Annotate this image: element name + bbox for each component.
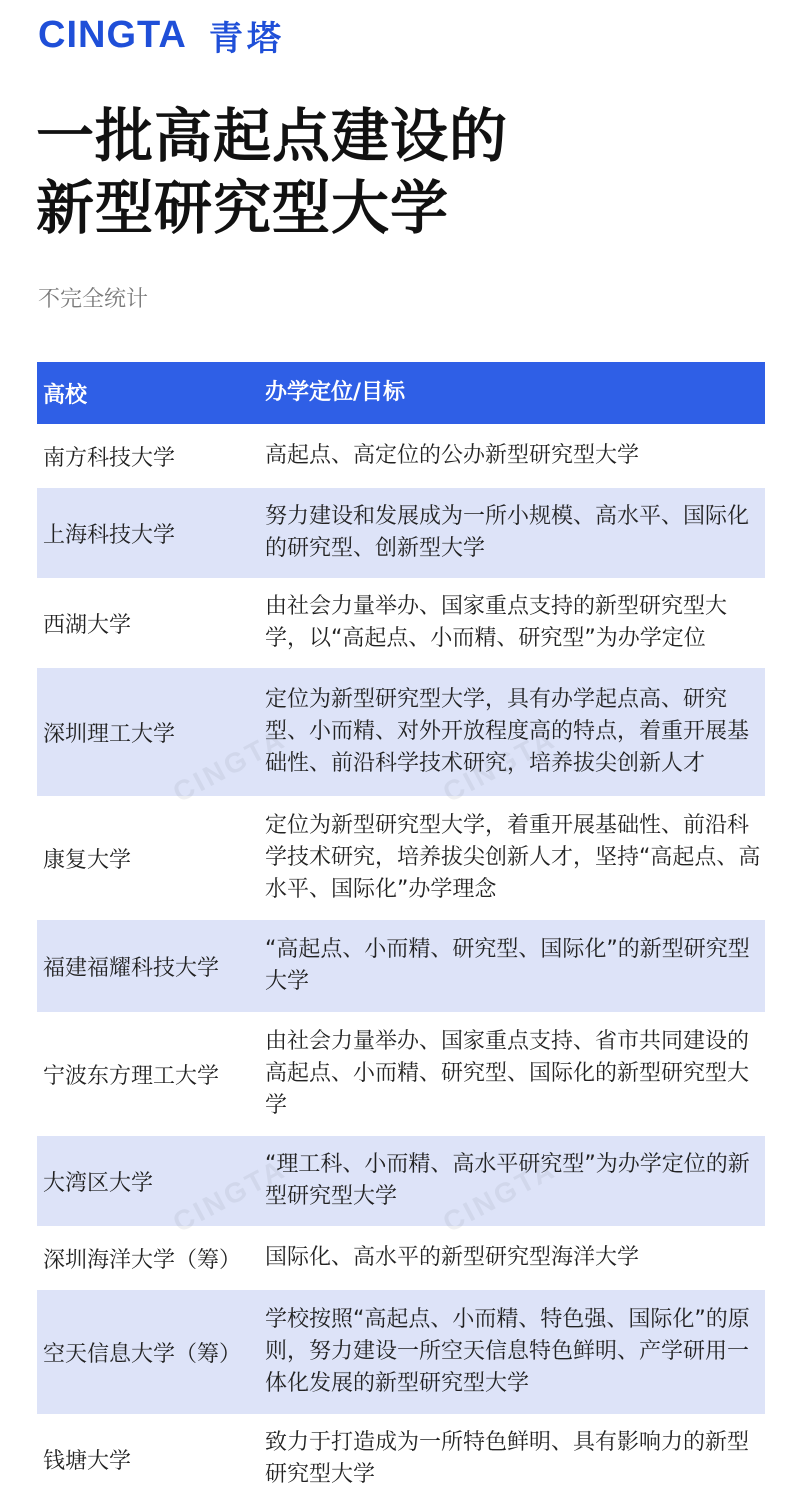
school-name: 大湾区大学: [43, 1170, 154, 1196]
table-row: [37, 1414, 765, 1504]
table-row: [37, 796, 765, 920]
school-goal: 高起点、高定位的公办新型研究型大学: [265, 443, 640, 468]
school-name: 空天信息大学（筹）: [43, 1341, 242, 1367]
school-goal: 努力建设和发展成为一所小规模、高水平、国际化的研究型、创新型大学: [265, 504, 750, 561]
school-name: 福建福耀科技大学: [43, 955, 220, 981]
table-row: [37, 488, 765, 578]
school-name: 康复大学: [43, 847, 132, 873]
table-row: [37, 1012, 765, 1136]
school-goal: 学校按照“高起点、小而精、特色强、国际化”的原则，努力建设一所空天信息特色鲜明、产学研用一体化发展的新型研究型大学: [265, 1307, 750, 1396]
school-name: 南方科技大学: [43, 445, 176, 471]
brand-cn: 青塔: [208, 18, 285, 59]
header-school: 高校: [43, 382, 88, 408]
title-line-2: 新型研究型大学: [36, 174, 450, 242]
table-row: [37, 1226, 765, 1290]
brand-en: CINGTA: [38, 13, 187, 56]
table-row: [37, 920, 765, 1012]
table-row: [37, 578, 765, 668]
school-goal: “高起点、小而精、研究型、国际化”的新型研究型大学: [265, 937, 750, 994]
school-goal: 定位为新型研究型大学，着重开展基础性、前沿科学技术研究，培养拔尖创新人才，坚持“高起点、高水平、国际化”办学理念: [265, 813, 761, 902]
brand-logo: [38, 10, 285, 60]
school-name: 西湖大学: [43, 612, 132, 638]
school-goal: 定位为新型研究型大学，具有办学起点高、研究型、小而精、对外开放程度高的特点，着重开展基础性、前沿科学技术研究，培养拔尖创新人才: [265, 687, 750, 776]
school-name: 宁波东方理工大学: [43, 1063, 220, 1089]
header-goal: 办学定位/目标: [265, 380, 406, 405]
school-goal: 由社会力量举办、国家重点支持的新型研究型大学，以“高起点、小而精、研究型”为办学定位: [265, 594, 728, 651]
school-name: 深圳理工大学: [43, 721, 176, 747]
school-name: 钱塘大学: [43, 1448, 132, 1474]
table-row: [37, 424, 765, 488]
school-name: 上海科技大学: [43, 522, 176, 548]
university-table: [37, 362, 765, 1504]
school-goal: “理工科、小而精、高水平研究型”为办学定位的新型研究型大学: [265, 1152, 750, 1209]
school-name: 深圳海洋大学（筹）: [43, 1247, 242, 1273]
school-goal: 国际化、高水平的新型研究型海洋大学: [265, 1245, 640, 1270]
table-row: [37, 1290, 765, 1414]
subtitle: 不完全统计: [38, 287, 149, 312]
title-line-1: 一批高起点建设的: [36, 102, 509, 170]
table-row: [37, 1136, 765, 1226]
table-header: [37, 362, 765, 424]
school-goal: 由社会力量举办、国家重点支持、省市共同建设的高起点、小而精、研究型、国际化的新型研究型大学: [265, 1029, 750, 1118]
school-goal: 致力于打造成为一所特色鲜明、具有影响力的新型研究型大学: [265, 1430, 750, 1487]
page-title: [36, 100, 508, 244]
table-row: [37, 668, 765, 796]
